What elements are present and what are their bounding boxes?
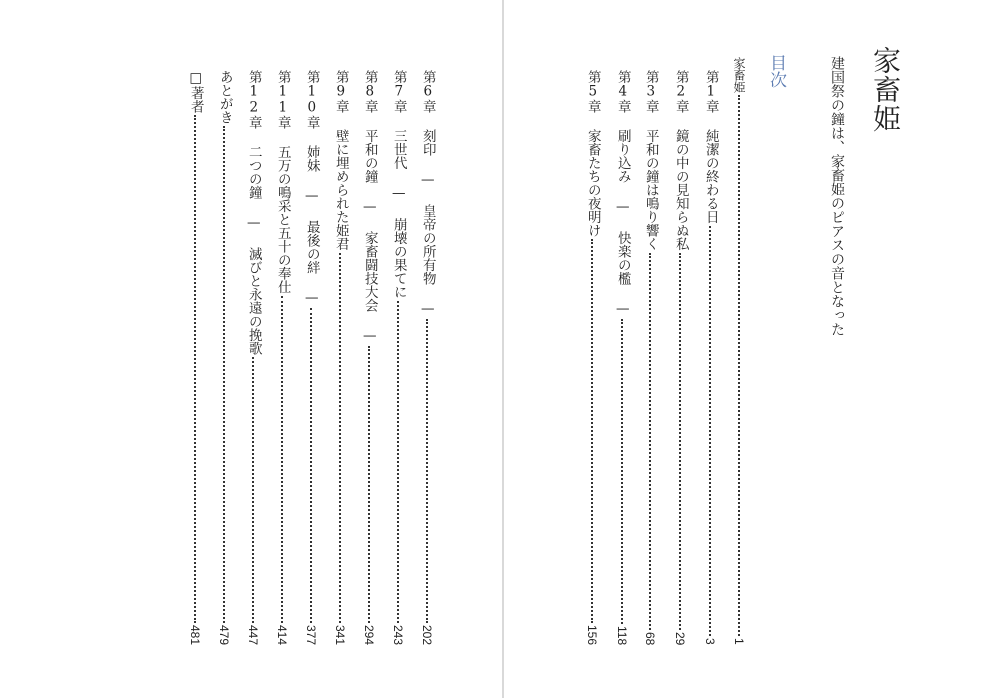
toc-entry-label: 第8章 平和の鐘 — 家畜闘技大会 —	[361, 70, 378, 344]
toc-leader	[591, 239, 593, 623]
toc-entry-label: 第1章 純潔の終わる日	[702, 70, 719, 224]
toc-entry-page: 243	[391, 624, 405, 645]
toc-entry[interactable]	[418, 70, 436, 645]
toc-entry[interactable]	[701, 70, 719, 645]
toc-entry-label: □著者	[187, 70, 204, 113]
book-title: 家畜姫	[869, 46, 902, 133]
toc-entry-page: 68	[643, 631, 657, 645]
toc-entry-page: 414	[275, 624, 289, 645]
toc-heading: 目次	[766, 54, 786, 88]
toc-entry[interactable]	[186, 70, 204, 645]
toc-entry-label: 第6章 刻印 — 皇帝の所有物 —	[419, 70, 436, 317]
toc-entry[interactable]	[613, 70, 631, 645]
toc-entry-label: 第9章 壁に埋められた姫君	[332, 70, 349, 251]
toc-entry-label: 第5章 家畜たちの夜明け	[584, 70, 601, 237]
toc-leader	[679, 253, 681, 630]
toc-entry-page: 118	[615, 625, 629, 645]
toc-entry-page: 156	[585, 624, 599, 645]
toc-entry-label: 第10章 姉妹 — 最後の絆 —	[303, 70, 320, 306]
toc-leader	[368, 346, 370, 623]
toc-section[interactable]	[732, 57, 746, 645]
toc-entry-page: 479	[217, 624, 231, 645]
toc-section-label: 家畜姫	[732, 57, 746, 93]
toc-leader	[194, 115, 196, 623]
toc-entry-label: あとがき	[216, 70, 233, 124]
toc-entry[interactable]	[273, 70, 291, 645]
toc-leader	[738, 95, 740, 636]
toc-entry-label: 第4章 刷り込み — 快楽の檻 —	[614, 70, 631, 317]
toc-entry[interactable]	[389, 70, 407, 645]
toc-entry-label: 第11章 五万の鳴采と五十の奉仕	[274, 70, 291, 294]
toc-entry-page: 447	[246, 624, 260, 645]
toc-entry-page: 29	[673, 631, 687, 645]
toc-entry-page: 341	[333, 624, 347, 645]
toc-entry-label: 第12章 二つの鐘 — 滅びと永遠の挽歌	[245, 70, 262, 355]
toc-leader	[310, 308, 312, 623]
toc-entry[interactable]	[244, 70, 262, 645]
toc-entry[interactable]	[641, 70, 659, 645]
toc-entry-label: 第2章 鏡の中の見知らぬ私	[672, 70, 689, 251]
toc-entry[interactable]	[302, 70, 320, 645]
toc-entry-page: 294	[362, 624, 376, 645]
book-subtitle: 建国祭の鐘は、家畜姫のピアスの音となった	[829, 56, 845, 336]
toc-section-page: 1	[732, 638, 746, 645]
toc-entry[interactable]	[360, 70, 378, 645]
toc-entry-page: 377	[304, 624, 318, 645]
toc-entry[interactable]	[215, 70, 233, 645]
toc-entry-label: 第7章 三世代 — 崩壊の果てに	[390, 70, 407, 299]
toc-entry-page: 481	[188, 624, 202, 645]
toc-leader	[426, 319, 428, 623]
toc-leader	[252, 357, 254, 623]
toc-entry[interactable]	[671, 70, 689, 645]
toc-entry[interactable]	[583, 70, 601, 645]
toc-entry-label: 第3章 平和の鐘は鳴り響く	[642, 70, 659, 251]
toc-leader	[621, 319, 623, 624]
toc-leader	[649, 253, 651, 630]
right-page	[504, 0, 1000, 698]
toc-leader	[397, 301, 399, 623]
toc-entry-page: 3	[703, 638, 717, 645]
toc-leader	[223, 126, 225, 623]
toc-leader	[709, 226, 711, 637]
toc-leader	[339, 253, 341, 623]
toc-entry-page: 202	[420, 624, 434, 645]
toc-leader	[281, 296, 283, 623]
toc-entry[interactable]	[331, 70, 349, 645]
